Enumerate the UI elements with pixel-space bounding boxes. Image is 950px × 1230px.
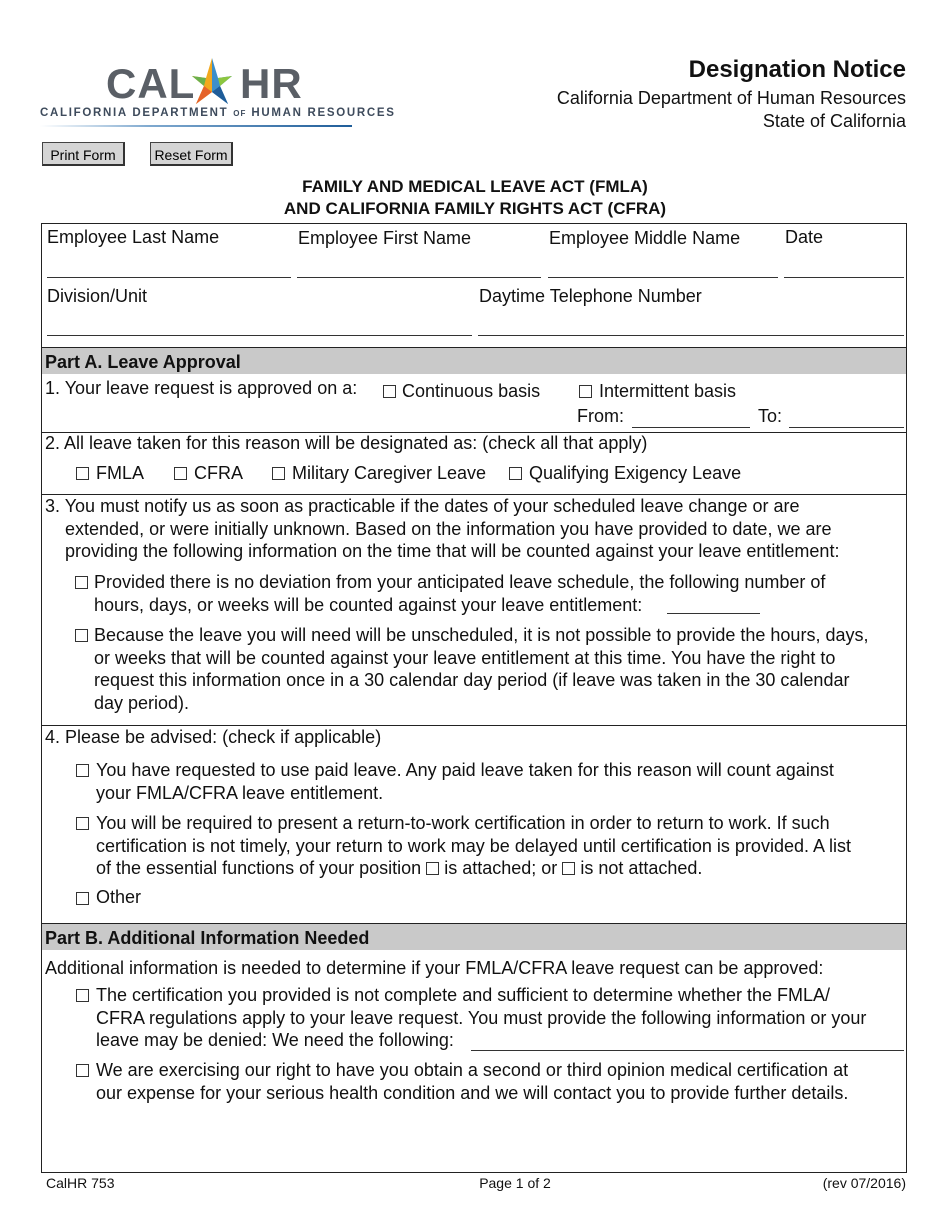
q3-line: extended, or were initially unknown. Based on the information you have provided to date, we are xyxy=(65,518,832,539)
q3-option2-text xyxy=(94,624,906,714)
needed-information-field[interactable] xyxy=(471,1050,904,1051)
logo-underline xyxy=(40,125,352,127)
not-attached-checkbox[interactable] xyxy=(562,862,575,875)
q3-option2-line: request this information once in a 30 calendar day period (if leave was taken in the 30 calendar xyxy=(94,670,850,690)
paid-leave-checkbox[interactable] xyxy=(76,764,89,777)
military-caregiver-checkbox[interactable] xyxy=(272,467,285,480)
incomplete-certification-line: The certification you provided is not complete and sufficient to determine whether the FMLA/ xyxy=(96,985,831,1005)
second-opinion-line: our expense for your serious health condition and we will contact you to provide further details. xyxy=(96,1082,849,1103)
division-field[interactable] xyxy=(47,335,472,336)
q3-option2-line: Because the leave you will need will be unscheduled, it is not possible to provide the hours, days, xyxy=(94,625,869,645)
logo-word-cal: CAL xyxy=(106,60,196,107)
middle-name-field[interactable] xyxy=(548,277,778,278)
other-checkbox[interactable] xyxy=(76,892,89,905)
middle-name-label: Employee Middle Name xyxy=(549,228,741,248)
second-opinion-line: We are exercising our right to have you obtain a second or third opinion medical certification at xyxy=(96,1060,849,1080)
state-name: State of California xyxy=(762,111,906,131)
q3-text xyxy=(45,495,905,563)
to-date-field[interactable] xyxy=(789,427,904,428)
logo-subtitle xyxy=(40,107,396,119)
essential-functions-text: of the essential functions of your position xyxy=(96,858,422,878)
paid-leave-line: You have requested to use paid leave. Any paid leave taken for this reason will count against xyxy=(96,760,834,780)
second-opinion-checkbox[interactable] xyxy=(76,1064,89,1077)
q3-option1-checkbox[interactable] xyxy=(75,576,88,589)
page-number: Page 1 of 2 xyxy=(479,1175,551,1191)
part-b-intro: Additional information is needed to determine if your FMLA/CFRA leave request can be approved: xyxy=(45,958,824,978)
reset-form-button[interactable]: Reset Form xyxy=(150,142,233,166)
q3-option1-line: hours, days, or weeks will be counted against your leave entitlement: xyxy=(94,594,643,615)
q3-option2-line: day period). xyxy=(94,692,190,713)
intermittent-checkbox[interactable] xyxy=(579,385,592,398)
date-field[interactable] xyxy=(784,277,904,278)
last-name-label: Employee Last Name xyxy=(47,227,220,247)
cfra-checkbox[interactable] xyxy=(174,467,187,480)
first-name-field[interactable] xyxy=(297,277,541,278)
continuous-label: Continuous basis xyxy=(402,381,541,401)
logo-subtitle-b: HUMAN RESOURCES xyxy=(251,107,396,119)
second-opinion-text xyxy=(96,1059,906,1104)
form-title-line2: AND CALIFORNIA FAMILY RIGHTS ACT (CFRA) xyxy=(283,199,667,218)
q3-line: providing the following information on the time that will be counted against your leave entitlement: xyxy=(65,541,840,561)
leave-count-field[interactable] xyxy=(667,613,760,614)
q3-option2-line: or weeks that will be counted against your leave entitlement at this time. You have the right to xyxy=(94,647,836,668)
attached-label: is attached; or xyxy=(444,858,558,878)
return-to-work-line: certification is not timely, your return to work may be delayed until certification is provided. A list xyxy=(96,835,851,856)
fmla-checkbox[interactable] xyxy=(76,467,89,480)
military-caregiver-label: Military Caregiver Leave xyxy=(292,463,487,483)
incomplete-certification-checkbox[interactable] xyxy=(76,989,89,1002)
incomplete-certification-line: CFRA regulations apply to your leave request. You must provide the following information or your xyxy=(96,1007,867,1028)
attached-checkbox[interactable] xyxy=(426,862,439,875)
incomplete-certification-text xyxy=(96,984,906,1052)
return-to-work-line xyxy=(96,857,906,880)
q3-option1-text xyxy=(94,571,906,616)
date-label: Date xyxy=(785,227,824,247)
other-label: Other xyxy=(96,887,142,907)
last-name-field[interactable] xyxy=(47,277,291,278)
calhr-logo xyxy=(40,52,396,132)
qualifying-exigency-checkbox[interactable] xyxy=(509,467,522,480)
logo-star-icon xyxy=(184,56,240,108)
cfra-label: CFRA xyxy=(194,463,243,483)
part-b-heading: Part B. Additional Information Needed xyxy=(45,928,370,948)
form-id: CalHR 753 xyxy=(46,1175,115,1191)
part-a-heading: Part A. Leave Approval xyxy=(45,352,241,372)
fmla-label: FMLA xyxy=(96,463,145,483)
qualifying-exigency-label: Qualifying Exigency Leave xyxy=(529,463,742,483)
q1-text: 1. Your leave request is approved on a: xyxy=(45,378,358,398)
revision-date: (rev 07/2016) xyxy=(822,1175,906,1191)
not-attached-label: is not attached. xyxy=(580,858,703,878)
return-to-work-text xyxy=(96,812,906,880)
first-name-label: Employee First Name xyxy=(298,228,472,248)
q2-text: 2. All leave taken for this reason will be designated as: (check all that apply) xyxy=(45,433,648,453)
q3-line: 3. You must notify us as soon as practicable if the dates of your scheduled leave change or are xyxy=(45,496,800,516)
return-to-work-line: You will be required to present a return-to-work certification in order to return to work. If such xyxy=(96,813,830,833)
division-label: Division/Unit xyxy=(47,286,148,306)
q3-option1-line: Provided there is no deviation from your anticipated leave schedule, the following number of xyxy=(94,572,826,592)
incomplete-certification-line: leave may be denied: We need the following: xyxy=(96,1030,454,1050)
print-form-button[interactable]: Print Form xyxy=(42,142,125,166)
to-label: To: xyxy=(758,406,783,426)
phone-field[interactable] xyxy=(478,335,904,336)
paid-leave-text xyxy=(96,759,906,804)
return-to-work-checkbox[interactable] xyxy=(76,817,89,830)
phone-label: Daytime Telephone Number xyxy=(479,286,702,306)
logo-subtitle-a: CALIFORNIA DEPARTMENT xyxy=(40,107,229,119)
page-title: Designation Notice xyxy=(688,56,906,83)
from-label: From: xyxy=(577,406,624,426)
logo-subtitle-of: OF xyxy=(233,109,247,118)
q3-option2-checkbox[interactable] xyxy=(75,629,88,642)
q4-text: 4. Please be advised: (check if applicable) xyxy=(45,727,382,747)
divider xyxy=(41,725,907,726)
continuous-checkbox[interactable] xyxy=(383,385,396,398)
paid-leave-line: your FMLA/CFRA leave entitlement. xyxy=(96,782,384,803)
intermittent-label: Intermittent basis xyxy=(599,381,737,401)
from-date-field[interactable] xyxy=(632,427,750,428)
form-title-line1: FAMILY AND MEDICAL LEAVE ACT (FMLA) xyxy=(302,177,648,196)
department-name: California Department of Human Resources xyxy=(556,88,906,108)
logo-word-hr: HR xyxy=(240,60,303,107)
